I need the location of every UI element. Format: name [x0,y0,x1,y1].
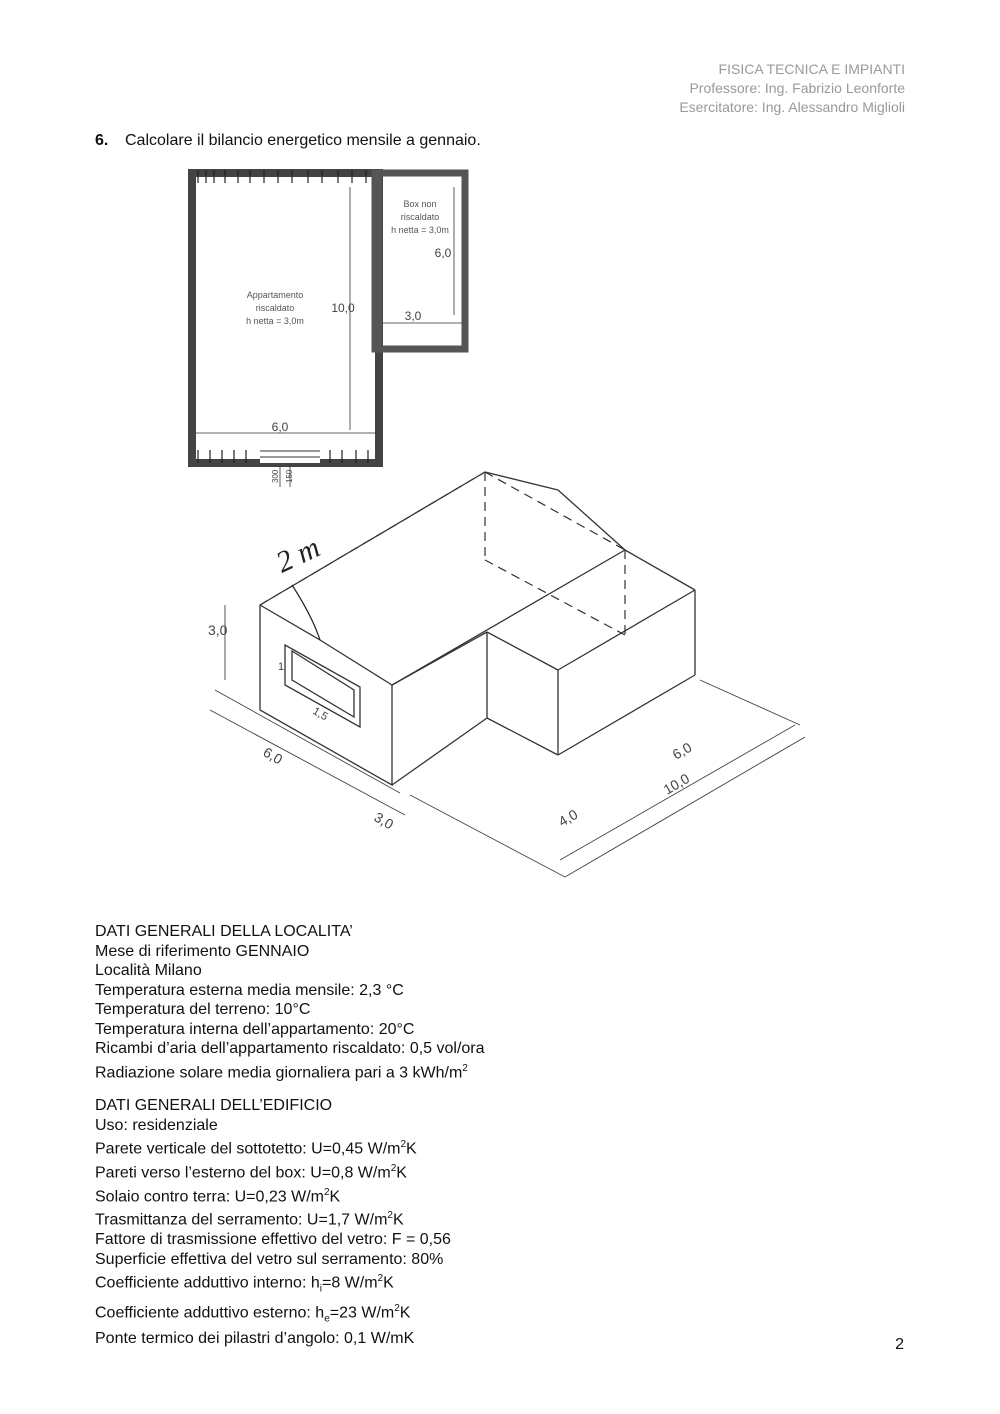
dim-plan-width: 6,0 [271,420,289,434]
page-header [679,60,905,117]
exercise-number: 6. [95,132,109,149]
handwritten-annotation: 2 m [271,530,325,580]
location-line: Ricambi d’aria dell’appartamento riscaldato: 0,5 vol/ora [95,1040,485,1057]
dim-window-height: 1 [278,661,285,673]
tutor-name: Esercitatore: Ing. Alessandro Miglioli [679,99,905,115]
solar-radiation-line: Radiazione solare media giornaliera pari a 3 kWh/$m^2$ [95,1062,468,1081]
dim-bottom-b: 150 [285,469,294,483]
box-walls-line: Pareti verso l’esterno del box: U=0,8 $W/m^2K$ [95,1162,407,1182]
professor-name: Professore: Ing. Fabrizio Leonforte [689,80,905,96]
building-use: Uso: residenziale [95,1116,218,1134]
location-line: Località Milano [95,962,202,979]
building-drawing [180,165,840,885]
dim-window-width: 1,5 [310,705,330,724]
h-internal-line: Coefficiente adduttivo interno: $h_i=8$ $W/m^2K$ [95,1273,394,1295]
heated-room-label-1: Appartamento [246,290,304,300]
dim-total-height: 10,0 [331,301,355,315]
dim-axo-box-depth: 3,0 [371,808,397,833]
dim-box-height: 6,0 [434,246,452,260]
location-line: Temperatura interna dell’appartamento: 20°C [95,1020,415,1038]
dim-axo-height: 3,0 [208,622,228,638]
location-line: Temperatura del terreno: 10°C [95,1001,311,1018]
dim-axo-side-box: 4,0 [555,806,581,830]
window-u-line: Trasmittanza del serramento: U=1,7 $W/m^2K$ [95,1210,404,1229]
box-label-2: riscaldato [400,212,440,222]
dim-axo-front: 6,0 [260,743,286,768]
building-figure [180,165,840,890]
box-label-3: h netta = 3,0m [391,225,449,235]
axonometric-view [260,472,695,785]
page-number: 2 [895,1336,904,1353]
thermal-bridge-line: Ponte termico dei pilastri d’angolo: 0,1 W/mK [95,1330,415,1348]
glass-factor-line: Fattore di trasmissione effettivo del vetro: F = 0,56 [95,1231,451,1249]
dim-axo-side-total: 10,0 [660,770,693,798]
location-title: DATI GENERALI DELLA LOCALITA’ [95,923,353,940]
box-label-1: Box non [403,199,437,209]
h-external-line: Coefficiente adduttivo esterno: $h_e=23$ $W/m^2K$ [95,1303,411,1325]
course-title: FISICA TECNICA E IMPIANTI [718,61,905,77]
exercise-statement [95,132,481,150]
location-data-section [95,922,485,1082]
dim-bottom-a: 300 [271,469,280,483]
building-data-section [95,1096,451,1349]
location-line: Temperatura esterna media mensile: 2,3 °C [95,981,404,999]
attic-wall-line: Parete verticale del sottotetto: U=0,45 $W/m^2K$ [95,1139,417,1158]
ground-floor-line: Solaio contro terra: U=0,23 $W/m^2K$ [95,1186,341,1205]
building-title: DATI GENERALI DELL’EDIFICIO [95,1097,333,1114]
dim-axo-side-heated: 6,0 [669,739,695,763]
location-line: Mese di riferimento GENNAIO [95,942,310,960]
dim-box-width: 3,0 [404,309,422,323]
glass-surface-line: Superficie effettiva del vetro sul serramento: 80% [95,1250,444,1268]
heated-room-label-2: riscaldato [255,303,295,313]
exercise-text: Calcolare il bilancio energetico mensile a gennaio. [125,132,481,149]
heated-room-label-3: h netta = 3,0m [246,316,304,326]
